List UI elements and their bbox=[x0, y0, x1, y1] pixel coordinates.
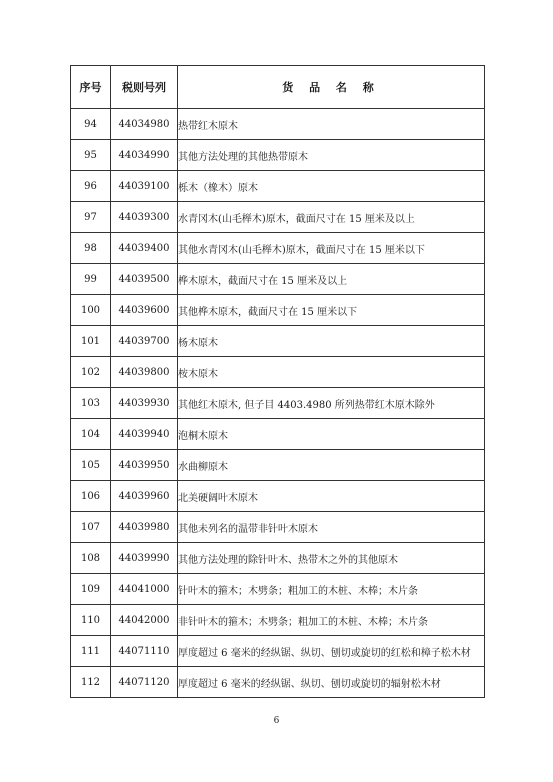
row-seq: 105 bbox=[71, 450, 111, 481]
table-row bbox=[71, 636, 485, 667]
row-seq: 106 bbox=[71, 481, 111, 512]
table-row bbox=[71, 450, 485, 481]
tariff-table bbox=[70, 65, 485, 698]
table-row bbox=[71, 326, 485, 357]
row-code: 44039800 bbox=[111, 357, 178, 388]
row-seq: 99 bbox=[71, 264, 111, 295]
row-name: 非针叶木的箍木；木劈条；粗加工的木桩、木棒；木片条 bbox=[178, 605, 485, 636]
row-seq: 95 bbox=[71, 140, 111, 171]
row-name: 杨木原木 bbox=[178, 326, 485, 357]
table-row bbox=[71, 605, 485, 636]
table-row bbox=[71, 357, 485, 388]
row-seq: 104 bbox=[71, 419, 111, 450]
row-code: 44039600 bbox=[111, 295, 178, 326]
row-code: 44039930 bbox=[111, 388, 178, 419]
table-row bbox=[71, 481, 485, 512]
row-code: 44039300 bbox=[111, 202, 178, 233]
table-row bbox=[71, 512, 485, 543]
row-code: 44039990 bbox=[111, 543, 178, 574]
row-code: 44039700 bbox=[111, 326, 178, 357]
row-name: 水曲柳原木 bbox=[178, 450, 485, 481]
row-code: 44039980 bbox=[111, 512, 178, 543]
row-code: 44071110 bbox=[111, 636, 178, 667]
row-name: 其他水青冈木(山毛榉木)原木，截面尺寸在 15 厘米以下 bbox=[178, 233, 485, 264]
table-row bbox=[71, 109, 485, 140]
row-code: 44071120 bbox=[111, 667, 178, 698]
table-row bbox=[71, 264, 485, 295]
row-name: 泡桐木原木 bbox=[178, 419, 485, 450]
row-name: 其他方法处理的其他热带原木 bbox=[178, 140, 485, 171]
row-code: 44034980 bbox=[111, 109, 178, 140]
row-seq: 101 bbox=[71, 326, 111, 357]
row-name: 针叶木的箍木；木劈条；粗加工的木桩、木棒；木片条 bbox=[178, 574, 485, 605]
row-name: 厚度超过 6 毫米的经纵锯、纵切、刨切或旋切的辐射松木材 bbox=[178, 667, 485, 698]
row-name: 水青冈木(山毛榉木)原木，截面尺寸在 15 厘米及以上 bbox=[178, 202, 485, 233]
row-seq: 112 bbox=[71, 667, 111, 698]
row-code: 44039940 bbox=[111, 419, 178, 450]
row-seq: 108 bbox=[71, 543, 111, 574]
row-seq: 102 bbox=[71, 357, 111, 388]
row-seq: 94 bbox=[71, 109, 111, 140]
table-row bbox=[71, 202, 485, 233]
row-code: 44039500 bbox=[111, 264, 178, 295]
row-code: 44041000 bbox=[111, 574, 178, 605]
row-name: 桉木原木 bbox=[178, 357, 485, 388]
row-code: 44039950 bbox=[111, 450, 178, 481]
row-name: 其他桦木原木，截面尺寸在 15 厘米以下 bbox=[178, 295, 485, 326]
row-name: 北美硬阔叶木原木 bbox=[178, 481, 485, 512]
table-header-row bbox=[71, 66, 485, 109]
table-row bbox=[71, 295, 485, 326]
table-row bbox=[71, 667, 485, 698]
row-name: 栎木（橡木）原木 bbox=[178, 171, 485, 202]
row-name: 其他方法处理的除针叶木、热带木之外的其他原木 bbox=[178, 543, 485, 574]
table-row bbox=[71, 171, 485, 202]
row-code: 44039100 bbox=[111, 171, 178, 202]
row-code: 44034990 bbox=[111, 140, 178, 171]
header-seq: 序号 bbox=[71, 66, 111, 109]
header-name: 货 品 名 称 bbox=[178, 66, 485, 109]
page-number: 6 bbox=[273, 716, 280, 726]
row-seq: 98 bbox=[71, 233, 111, 264]
row-name: 其他未列名的温带非针叶木原木 bbox=[178, 512, 485, 543]
row-name: 其他红木原木, 但子目 4403.4980 所列热带红木原木除外 bbox=[178, 388, 485, 419]
row-seq: 97 bbox=[71, 202, 111, 233]
row-code: 44039960 bbox=[111, 481, 178, 512]
table-body bbox=[71, 109, 485, 698]
table-row bbox=[71, 388, 485, 419]
row-name: 厚度超过 6 毫米的经纵锯、纵切、刨切或旋切的红松和樟子松木材 bbox=[178, 636, 485, 667]
row-code: 44042000 bbox=[111, 605, 178, 636]
table-row bbox=[71, 140, 485, 171]
row-seq: 103 bbox=[71, 388, 111, 419]
table-row bbox=[71, 233, 485, 264]
row-seq: 96 bbox=[71, 171, 111, 202]
row-seq: 100 bbox=[71, 295, 111, 326]
header-code: 税则号列 bbox=[111, 66, 178, 109]
row-seq: 109 bbox=[71, 574, 111, 605]
table-row bbox=[71, 543, 485, 574]
row-seq: 111 bbox=[71, 636, 111, 667]
row-seq: 107 bbox=[71, 512, 111, 543]
row-seq: 110 bbox=[71, 605, 111, 636]
row-code: 44039400 bbox=[111, 233, 178, 264]
table-row bbox=[71, 574, 485, 605]
row-name: 桦木原木，截面尺寸在 15 厘米及以上 bbox=[178, 264, 485, 295]
row-name: 热带红木原木 bbox=[178, 109, 485, 140]
table-row bbox=[71, 419, 485, 450]
